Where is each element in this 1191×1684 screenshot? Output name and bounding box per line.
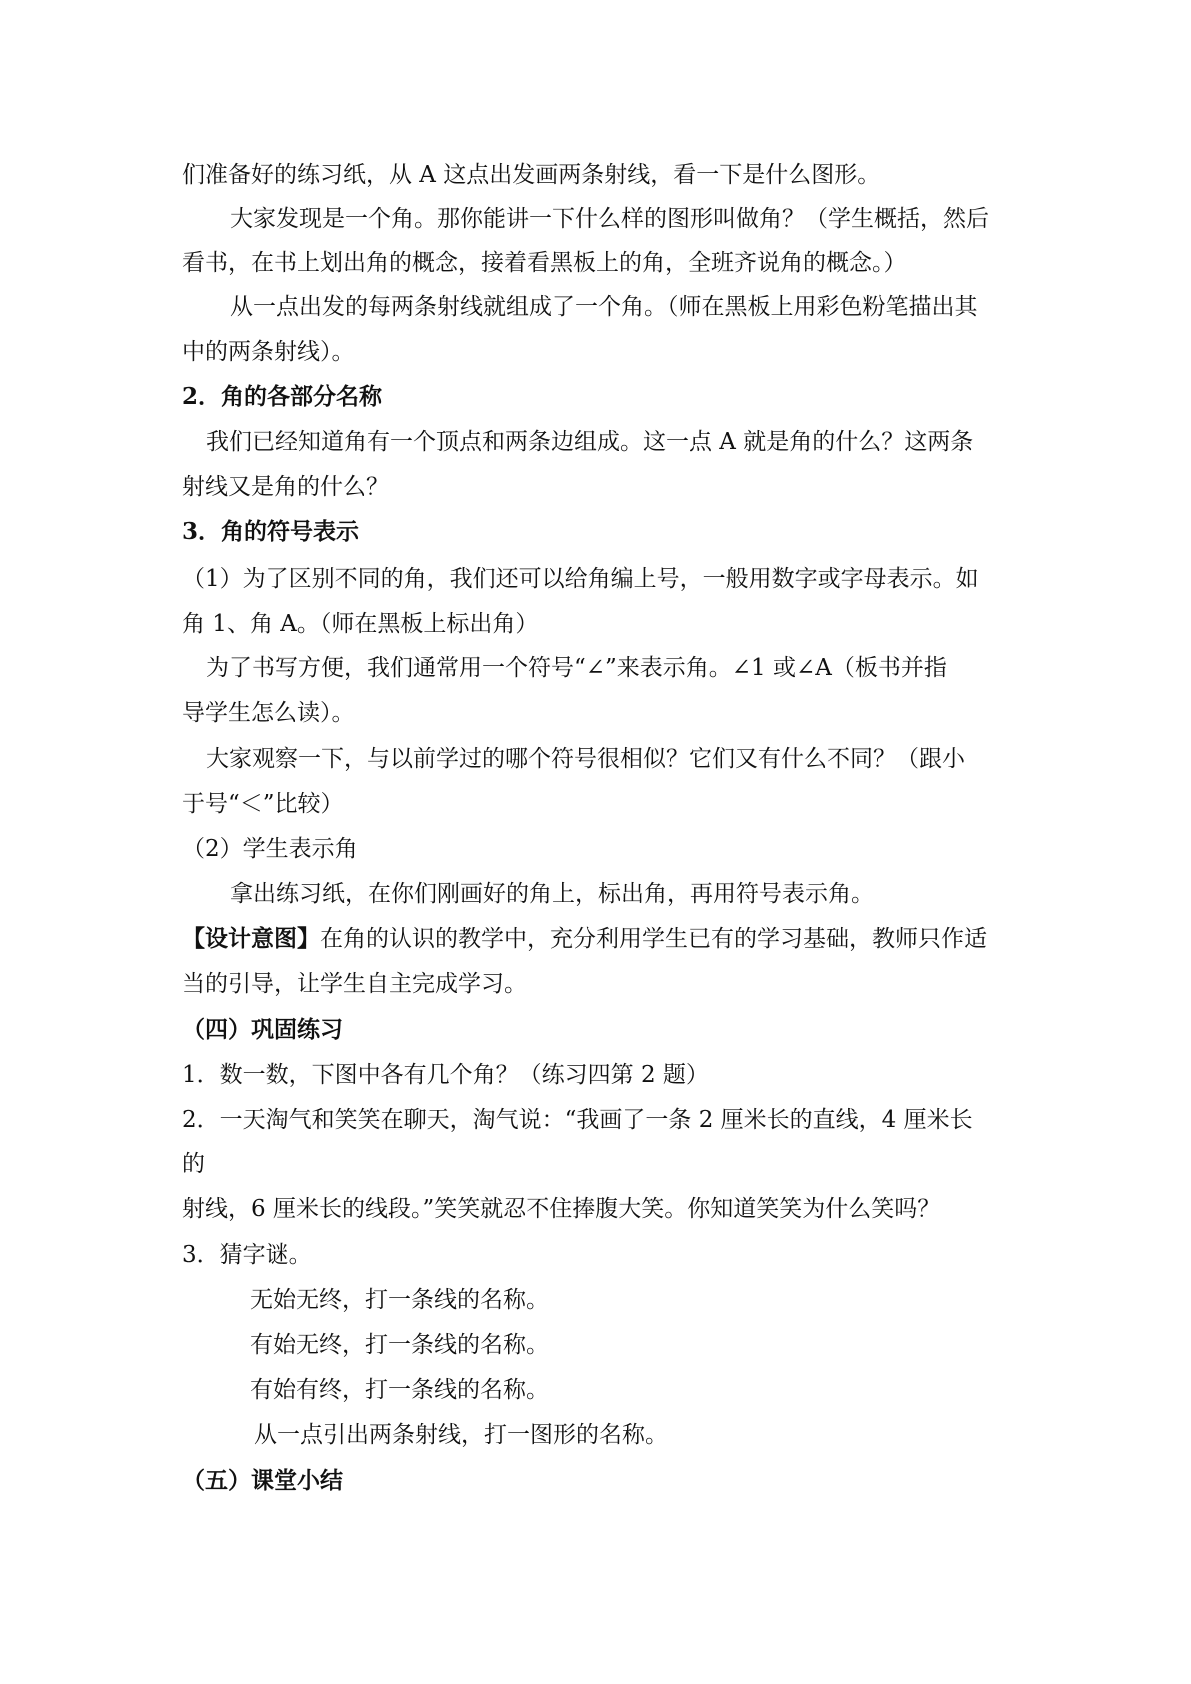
riddle-line: 有始有终，打一条线的名称。 (250, 1377, 549, 1403)
text-line: 于号“＜”比较） (182, 791, 344, 817)
text-line: 从一点出发的每两条射线就组成了一个角。（师在黑板上用彩色粉笔描出其 (230, 294, 978, 320)
text-line: 中的两条射线）。 (182, 339, 355, 365)
text-line: 角 1、角 A。（师在黑板上标出角） (182, 611, 539, 637)
text-line: 射线，6 厘米长的线段。”笑笑就忍不住捧腹大笑。你知道笑笑为什么笑吗？ (182, 1196, 941, 1222)
text-line: 1．数一数，下图中各有几个角？（练习四第 2 题） (182, 1062, 709, 1088)
section-heading: （四）巩固练习 (182, 1016, 343, 1043)
section-heading: （五）课堂小结 (182, 1467, 343, 1494)
section-heading: 3．角的符号表示 (182, 518, 360, 545)
section-heading: 2．角的各部分名称 (182, 383, 383, 410)
text-line: （2）学生表示角 (182, 836, 358, 862)
text-line: 3．猜字谜。 (182, 1242, 312, 1268)
text-line: 导学生怎么读）。 (182, 700, 355, 726)
riddle-line: 有始无终，打一条线的名称。 (250, 1332, 549, 1358)
text-line: 们准备好的练习纸，从 A 这点出发画两条射线，看一下是什么图形。 (182, 162, 881, 188)
riddle-line: 无始无终，打一条线的名称。 (250, 1287, 549, 1313)
text-line: 拿出练习纸，在你们刚画好的角上，标出角，再用符号表示角。 (230, 881, 874, 907)
text-line: 2．一天淘气和笑笑在聊天，淘气说：“我画了一条 2 厘米长的直线，4 厘米长 (182, 1107, 973, 1133)
text-line: 看书，在书上划出角的概念，接着看黑板上的角，全班齐说角的概念。） (182, 250, 907, 276)
text-line: 当的引导，让学生自主完成学习。 (182, 971, 527, 997)
text-line: （1）为了区别不同的角，我们还可以给角编上号，一般用数字或字母表示。如 (182, 566, 979, 592)
text-line: 大家观察一下，与以前学过的哪个符号很相似？它们又有什么不同？（跟小 (206, 746, 965, 772)
design-intent-label: 【设计意图】 (182, 925, 320, 952)
text-line: 为了书写方便，我们通常用一个符号“∠”来表示角。∠1 或∠A（板书并指 (206, 655, 947, 681)
text-line: 大家发现是一个角。那你能讲一下什么样的图形叫做角？（学生概括，然后 (230, 206, 989, 232)
text-line (182, 924, 987, 954)
riddle-line: 从一点引出两条射线，打一图形的名称。 (254, 1422, 668, 1448)
design-intent-text: 在角的认识的教学中，充分利用学生已有的学习基础，教师只作适 (320, 926, 987, 952)
text-line: 的 (182, 1151, 205, 1177)
text-line: 射线又是角的什么？ (182, 474, 389, 500)
text-line: 我们已经知道角有一个顶点和两条边组成。这一点 A 就是角的什么？这两条 (206, 429, 974, 455)
